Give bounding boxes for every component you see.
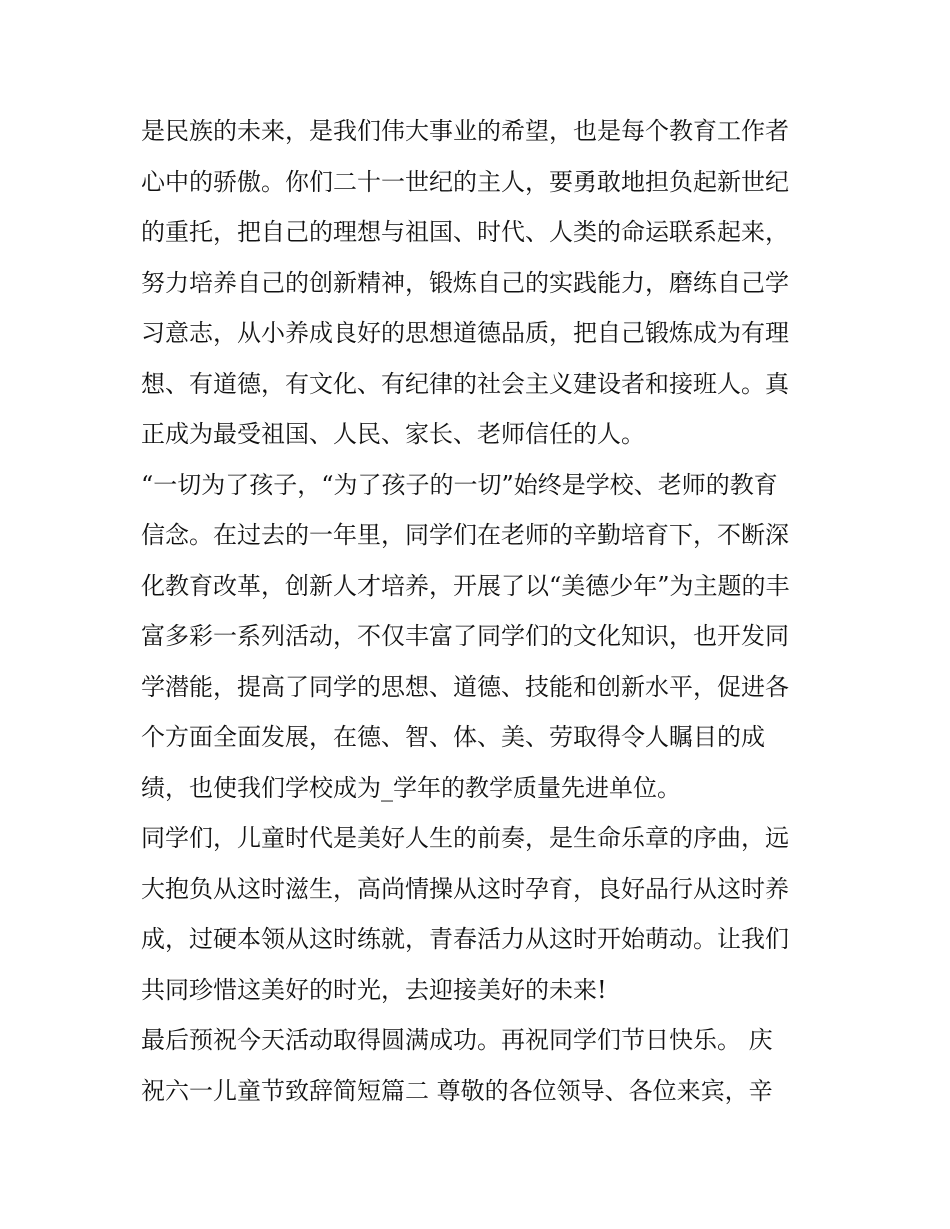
text-line: 是民族的未来，是我们伟大事业的希望，也是每个教育工作者 <box>141 117 789 145</box>
text-line: 化教育改革，创新人才培养，开展了以“美德少年”为主题的丰 <box>141 571 790 600</box>
text-line: 学潜能，提高了同学的思想、道德、技能和创新水平，促进各 <box>141 672 789 701</box>
body-text <box>141 106 831 1116</box>
text-line: 祝六一儿童节致辞简短篇二 尊敬的各位领导、各位来宾，辛 <box>141 1076 773 1105</box>
text-line: 共同珍惜这美好的时光，去迎接美好的未来! <box>141 975 607 1004</box>
text-line: 信念。在过去的一年里，同学们在老师的辛勤培育下，不断深 <box>141 521 789 549</box>
text-line: 正成为最受祖国、人民、家长、老师信任的人。 <box>141 420 645 448</box>
text-line: 同学们，儿童时代是美好人生的前奏，是生命乐章的序曲，远 <box>141 824 789 852</box>
text-line: 努力培养自己的创新精神，锻炼自己的实践能力，磨练自己学 <box>141 268 789 297</box>
text-line: 富多彩一系列活动，不仅丰富了同学们的文化知识，也开发同 <box>141 622 789 650</box>
text-line: 最后预祝今天活动取得圆满成功。再祝同学们节日快乐。 庆 <box>141 1026 773 1054</box>
text-line: “一切为了孩子，“为了孩子的一切”始终是学校、老师的教育 <box>141 470 778 499</box>
text-line: 个方面全面发展，在德、智、体、美、劳取得令人瞩目的成 <box>141 723 765 751</box>
text-line: 大抱负从这时滋生，高尚情操从这时孕育，良好品行从这时养 <box>141 874 789 903</box>
text-line: 心中的骄傲。你们二十一世纪的主人，要勇敢地担负起新世纪 <box>141 167 789 196</box>
text-line: 成，过硬本领从这时练就，青春活力从这时开始萌动。让我们 <box>141 925 789 953</box>
text-line: 绩，也使我们学校成为_学年的教学质量先进单位。 <box>141 773 681 802</box>
text-line: 的重托，把自己的理想与祖国、时代、人类的命运联系起来， <box>141 218 789 246</box>
text-line: 想、有道德，有文化、有纪律的社会主义建设者和接班人。真 <box>141 369 789 398</box>
text-line: 习意志，从小养成良好的思想道德品质，把自己锻炼成为有理 <box>141 319 789 347</box>
